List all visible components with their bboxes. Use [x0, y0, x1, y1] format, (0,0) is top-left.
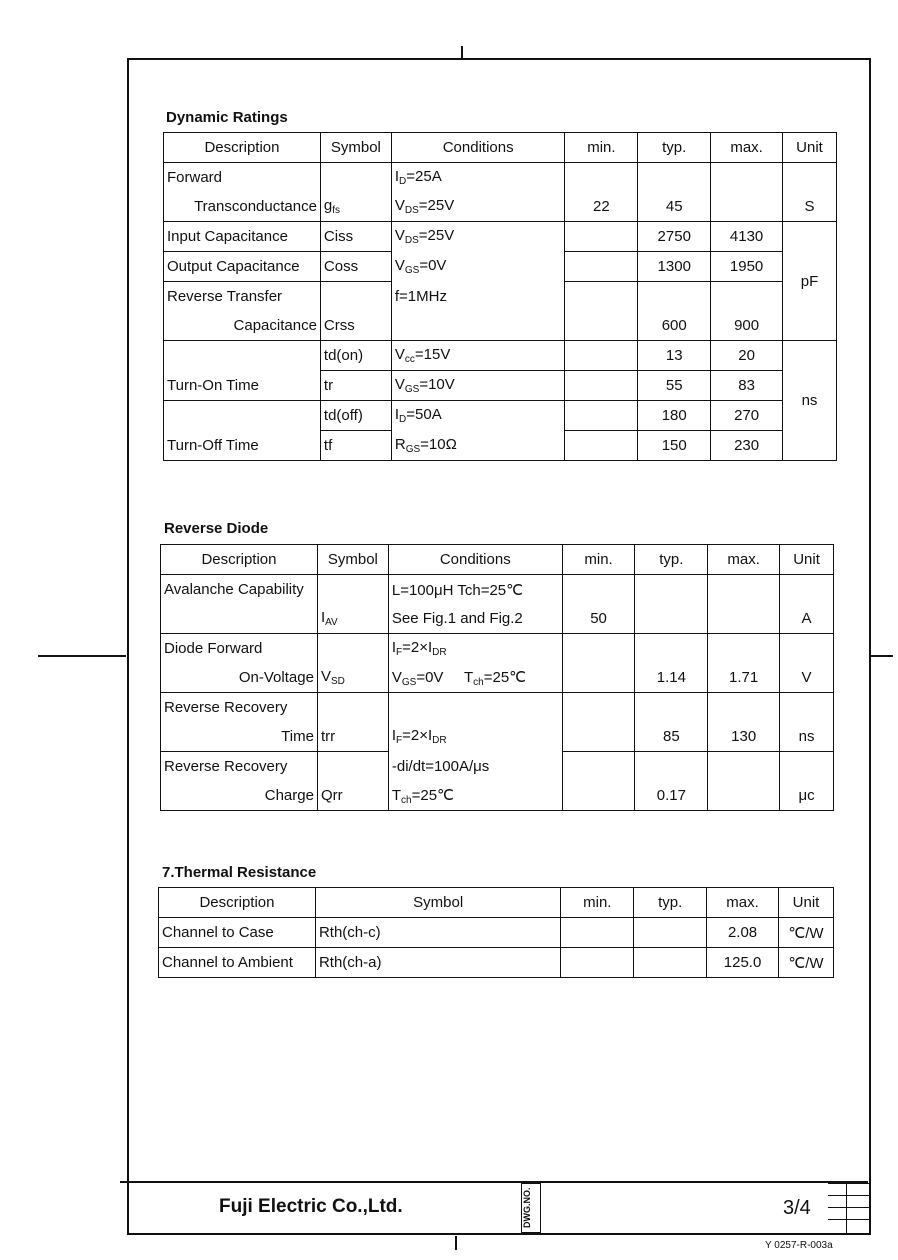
drawing-number-label: DWG.NO. — [521, 1183, 541, 1233]
qrr-desc-line1: Reverse Recovery — [161, 752, 318, 782]
diode-forward-unit: V — [780, 663, 834, 693]
header-unit: Unit — [783, 133, 837, 163]
avalanche-cond-line2: See Fig.1 and Fig.2 — [388, 604, 562, 634]
forward-cond-line2: $V_{DS}=25V$ — [391, 192, 565, 222]
header-max: max. — [707, 888, 779, 918]
capacitance-unit: pF — [783, 222, 837, 341]
qrr-symbol: Qrr — [317, 781, 388, 811]
header-description: Description — [164, 133, 321, 163]
forward-cond-line1: $I_D=25A$ — [391, 163, 565, 193]
thermal-case-symbol: Rth(ch-c) — [315, 918, 560, 948]
trr-desc-line1: Reverse Recovery — [161, 693, 318, 723]
avalanche-desc: Avalanche Capability — [161, 575, 318, 605]
input-cap-max: 4130 — [711, 222, 783, 252]
output-cap-cond: $V_{GS}=0V$ — [391, 252, 565, 282]
diode-forward-cond-line2: $V_{GS}=0V$ $T_{ch}=25℃$ — [388, 663, 562, 693]
trr-desc-line2: Time — [161, 722, 318, 752]
qrr-desc-line2: Charge — [161, 781, 318, 811]
qrr-unit: μc — [780, 781, 834, 811]
document-code: Y 0257-R-003a — [765, 1240, 833, 1251]
dynamic-ratings-title: Dynamic Ratings — [166, 109, 288, 126]
table-row — [161, 604, 834, 634]
dynamic-ratings-table — [163, 132, 837, 461]
header-typ: typ. — [635, 545, 708, 575]
thermal-case-desc: Channel to Case — [159, 918, 316, 948]
reverse-cap-desc-line2: Capacitance — [164, 311, 321, 341]
avalanche-unit: A — [780, 604, 834, 634]
header-min: min. — [565, 133, 638, 163]
trr-symbol: trr — [317, 722, 388, 752]
tf-max: 230 — [711, 431, 783, 461]
tdon-symbol: td(on) — [320, 341, 391, 371]
trr-unit: ns — [780, 722, 834, 752]
time-unit: ns — [783, 341, 837, 461]
table-row — [164, 282, 837, 312]
table-header-row — [159, 888, 834, 918]
table-row — [161, 693, 834, 723]
right-center-tick — [871, 655, 893, 657]
table-row — [164, 401, 837, 431]
reverse-diode-title: Reverse Diode — [164, 520, 269, 537]
tf-typ: 150 — [638, 431, 711, 461]
output-cap-max: 1950 — [711, 252, 783, 282]
header-min: min. — [561, 888, 634, 918]
thermal-ambient-unit: ℃/W — [779, 948, 834, 978]
header-description: Description — [159, 888, 316, 918]
reverse-cap-desc-line1: Reverse Transfer — [164, 282, 321, 312]
qrr-cond-line1: -di/dt=100A/μs — [388, 752, 562, 782]
avalanche-cond-line1: L=100μH Tch=25℃ — [388, 575, 562, 605]
bottom-center-tick — [455, 1236, 457, 1250]
avalanche-min: 50 — [562, 604, 635, 634]
header-conditions: Conditions — [391, 133, 565, 163]
tr-cond: $V_{GS}=10V$ — [391, 371, 565, 401]
table-header-row — [164, 133, 837, 163]
left-center-tick — [38, 655, 126, 657]
table-row — [164, 222, 837, 252]
thermal-ambient-max: 125.0 — [707, 948, 779, 978]
avalanche-symbol: $I_{AV}$ — [317, 604, 388, 634]
forward-desc-line1: Forward — [164, 163, 321, 193]
table-header-row — [161, 545, 834, 575]
input-cap-desc: Input Capacitance — [164, 222, 321, 252]
table-row — [161, 781, 834, 811]
revision-grid — [828, 1183, 870, 1233]
page-number: 3/4 — [783, 1197, 811, 1219]
reverse-diode-table — [160, 544, 834, 811]
table-row — [161, 634, 834, 664]
turn-off-desc: Turn-Off Time — [164, 431, 321, 461]
diode-forward-cond-line1: $I_F=2\times I_{DR}$ — [388, 634, 562, 664]
thermal-ambient-symbol: Rth(ch-a) — [315, 948, 560, 978]
trr-cond: $I_F=2\times I_{DR}$ — [388, 722, 562, 752]
tdoff-cond: $I_D=50A$ — [391, 401, 565, 431]
header-unit: Unit — [779, 888, 834, 918]
diode-forward-typ: 1.14 — [635, 663, 708, 693]
header-conditions: Conditions — [388, 545, 562, 575]
header-symbol: Symbol — [317, 545, 388, 575]
table-row — [164, 252, 837, 282]
trr-max: 130 — [708, 722, 780, 752]
table-row — [159, 948, 834, 978]
forward-typ: 45 — [638, 192, 711, 222]
table-row — [161, 722, 834, 752]
tr-symbol: tr — [320, 371, 391, 401]
tr-max: 83 — [711, 371, 783, 401]
trr-typ: 85 — [635, 722, 708, 752]
table-row — [164, 311, 837, 341]
tdoff-typ: 180 — [638, 401, 711, 431]
reverse-cap-cond: f=1MHz — [391, 282, 565, 312]
tdon-typ: 13 — [638, 341, 711, 371]
table-row — [164, 341, 837, 371]
thermal-case-unit: ℃/W — [779, 918, 834, 948]
output-cap-symbol: Coss — [320, 252, 391, 282]
header-typ: typ. — [634, 888, 707, 918]
diode-forward-desc-line2: On-Voltage — [161, 663, 318, 693]
header-max: max. — [708, 545, 780, 575]
table-row — [164, 431, 837, 461]
qrr-cond-line2: $T_{ch}=25℃$ — [388, 781, 562, 811]
tdon-cond: $V_{cc}=15V$ — [391, 341, 565, 371]
header-min: min. — [562, 545, 635, 575]
diode-forward-symbol: $V_{SD}$ — [317, 663, 388, 693]
tf-symbol: tf — [320, 431, 391, 461]
output-cap-typ: 1300 — [638, 252, 711, 282]
diode-forward-max: 1.71 — [708, 663, 780, 693]
diode-forward-desc-line1: Diode Forward — [161, 634, 318, 664]
forward-min: 22 — [565, 192, 638, 222]
forward-symbol: $g_{fs}$ — [320, 192, 391, 222]
tdoff-max: 270 — [711, 401, 783, 431]
company-name: Fuji Electric Co.,Ltd. — [219, 1196, 403, 1217]
title-block-line — [120, 1181, 868, 1183]
tr-typ: 55 — [638, 371, 711, 401]
tdoff-symbol: td(off) — [320, 401, 391, 431]
thermal-ambient-desc: Channel to Ambient — [159, 948, 316, 978]
table-row — [164, 163, 837, 193]
forward-unit: S — [783, 192, 837, 222]
forward-desc-line2: Transconductance — [164, 192, 321, 222]
reverse-cap-max: 900 — [711, 311, 783, 341]
table-row — [161, 575, 834, 605]
table-row — [161, 663, 834, 693]
header-symbol: Symbol — [320, 133, 391, 163]
header-typ: typ. — [638, 133, 711, 163]
thermal-resistance-table — [158, 887, 834, 978]
table-row — [161, 752, 834, 782]
input-cap-symbol: Ciss — [320, 222, 391, 252]
header-description: Description — [161, 545, 318, 575]
reverse-cap-symbol: Crss — [320, 311, 391, 341]
qrr-typ: 0.17 — [635, 781, 708, 811]
input-cap-cond: $V_{DS}=25V$ — [391, 222, 565, 252]
header-unit: Unit — [780, 545, 834, 575]
turn-on-desc: Turn-On Time — [164, 371, 321, 401]
header-max: max. — [711, 133, 783, 163]
reverse-cap-typ: 600 — [638, 311, 711, 341]
header-symbol: Symbol — [315, 888, 560, 918]
table-row — [159, 918, 834, 948]
table-row — [164, 371, 837, 401]
input-cap-typ: 2750 — [638, 222, 711, 252]
tf-cond: $R_{GS}=10\Omega$ — [391, 431, 565, 461]
thermal-case-max: 2.08 — [707, 918, 779, 948]
tdon-max: 20 — [711, 341, 783, 371]
top-center-tick — [461, 46, 463, 58]
output-cap-desc: Output Capacitance — [164, 252, 321, 282]
thermal-resistance-title: 7.Thermal Resistance — [162, 864, 317, 881]
table-row — [164, 192, 837, 222]
